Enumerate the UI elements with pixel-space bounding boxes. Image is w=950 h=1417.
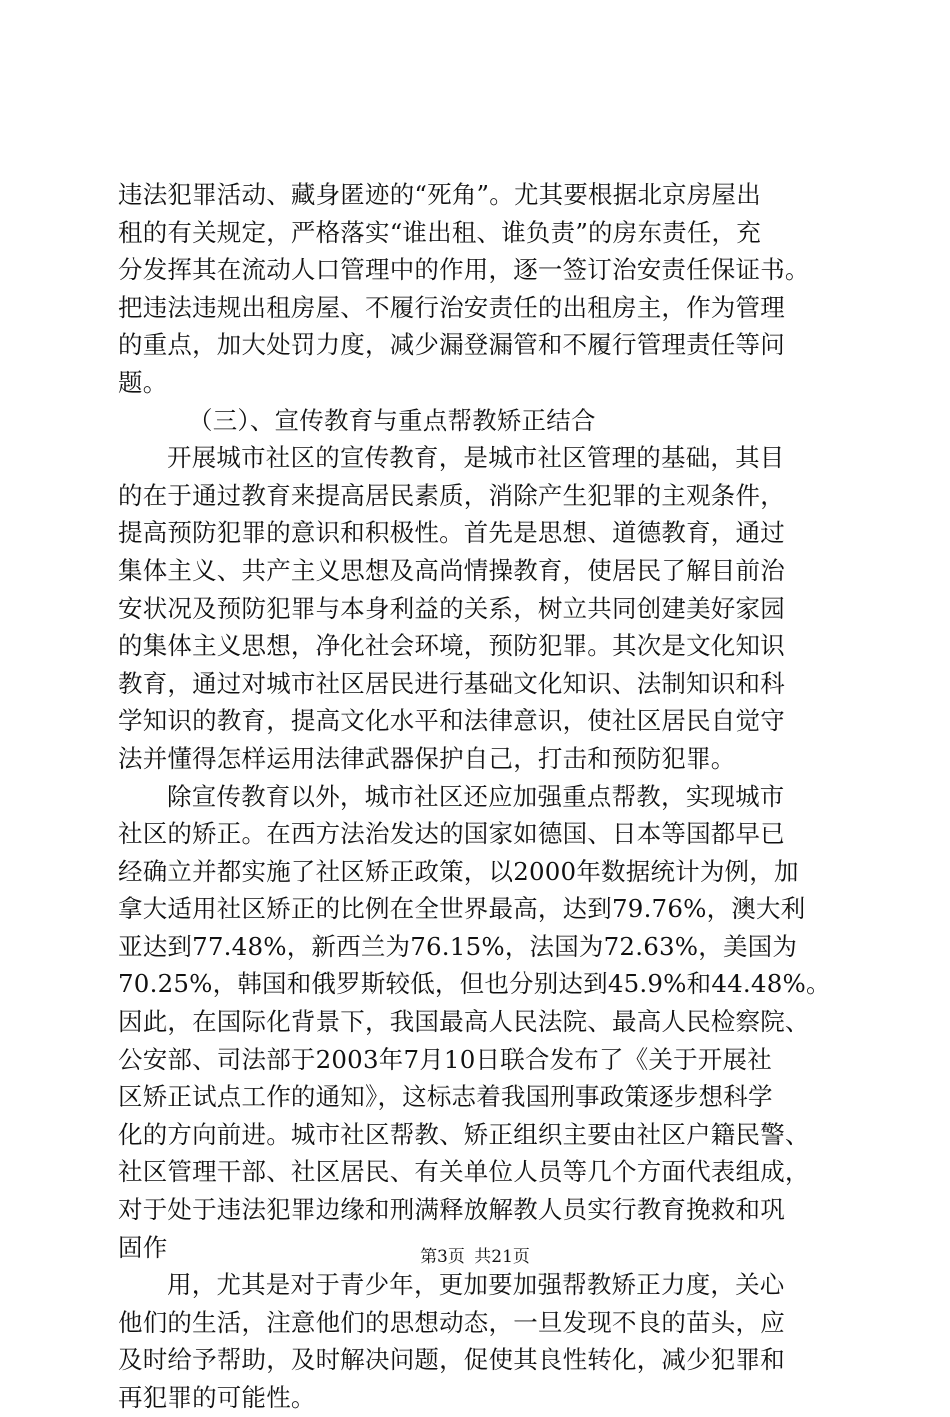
section-heading: （三）、宣传教育与重点帮教矫正结合 xyxy=(188,405,596,435)
text-line: 70.25%，韩国和俄罗斯较低，但也分别达到45.9%和44.48%。 xyxy=(118,969,831,999)
text-line: 的重点，加大处罚力度，减少漏登漏管和不履行管理责任等问 xyxy=(118,330,785,360)
text-line: 因此，在国际化背景下，我国最高人民法院、最高人民检察院、 xyxy=(118,1007,810,1037)
text-line: 区矫正试点工作的通知》，这标志着我国刑事政策逐步想科学 xyxy=(118,1082,773,1112)
text-line: 提高预防犯罪的意识和积极性。首先是思想、道德教育，通过 xyxy=(118,518,785,548)
text-line: 的集体主义思想，净化社会环境，预防犯罪。其次是文化知识 xyxy=(118,631,785,661)
text-line: 亚达到77.48%，新西兰为76.15%，法国为72.63%，美国为 xyxy=(118,931,798,961)
text-line: 题。 xyxy=(118,367,168,397)
text-line: 分发挥其在流动人口管理中的作用，逐一签订治安责任保证书。 xyxy=(118,255,810,285)
text-line: 租的有关规定，严格落实“谁出租、谁负责”的房东责任，充 xyxy=(118,217,761,247)
text-line: 社区的矫正。在西方法治发达的国家如德国、日本等国都早已 xyxy=(118,819,785,849)
text-line: 违法犯罪活动、藏身匿迹的“死角”。尤其要根据北京房屋出 xyxy=(118,180,761,209)
text-line: 拿大适用社区矫正的比例在全世界最高，达到79.76%，澳大利 xyxy=(118,894,806,924)
text-line: 用，尤其是对于青少年，更加要加强帮教矫正力度，关心 xyxy=(167,1270,785,1300)
text-line: 学知识的教育，提高文化水平和法律意识，使社区居民自觉守 xyxy=(118,706,785,736)
text-line: 对于处于违法犯罪边缘和刑满释放解教人员实行教育挽救和巩 xyxy=(118,1195,785,1225)
page-number: 第3页 xyxy=(420,1247,465,1267)
text-line: 再犯罪的可能性。 xyxy=(118,1383,316,1412)
text-line: 开展城市社区的宣传教育，是城市社区管理的基础，其目 xyxy=(167,443,785,473)
text-line: 安状况及预防犯罪与本身利益的关系，树立共同创建美好家园 xyxy=(118,593,785,623)
text-line: 经确立并都实施了社区矫正政策，以2000年数据统计为例，加 xyxy=(118,856,799,886)
text-line: 的在于通过教育来提高居民素质，消除产生犯罪的主观条件， xyxy=(118,480,785,510)
body-text xyxy=(118,176,838,1417)
page-footer xyxy=(0,1246,950,1268)
text-line: 化的方向前进。城市社区帮教、矫正组织主要由社区户籍民警、 xyxy=(118,1119,810,1149)
text-line: 他们的生活，注意他们的思想动态，一旦发现不良的苗头，应 xyxy=(118,1307,785,1337)
text-line: 法并懂得怎样运用法律武器保护自己，打击和预防犯罪。 xyxy=(118,743,736,773)
page-total: 共21页 xyxy=(474,1247,530,1267)
text-line: 固作 xyxy=(118,1232,168,1262)
text-line: 除宣传教育以外，城市社区还应加强重点帮教，实现城市 xyxy=(167,781,785,811)
text-line: 把违法违规出租房屋、不履行治安责任的出租房主，作为管理 xyxy=(118,292,785,322)
text-line: 社区管理干部、社区居民、有关单位人员等几个方面代表组成， xyxy=(118,1157,810,1187)
text-line: 教育，通过对城市社区居民进行基础文化知识、法制知识和科 xyxy=(118,668,785,698)
text-line: 公安部、司法部于2003年7月10日联合发布了《关于开展社 xyxy=(118,1044,772,1074)
text-line: 及时给予帮助，及时解决问题，促使其良性转化，减少犯罪和 xyxy=(118,1345,785,1375)
text-line: 集体主义、共产主义思想及高尚情操教育，使居民了解目前治 xyxy=(118,555,785,585)
